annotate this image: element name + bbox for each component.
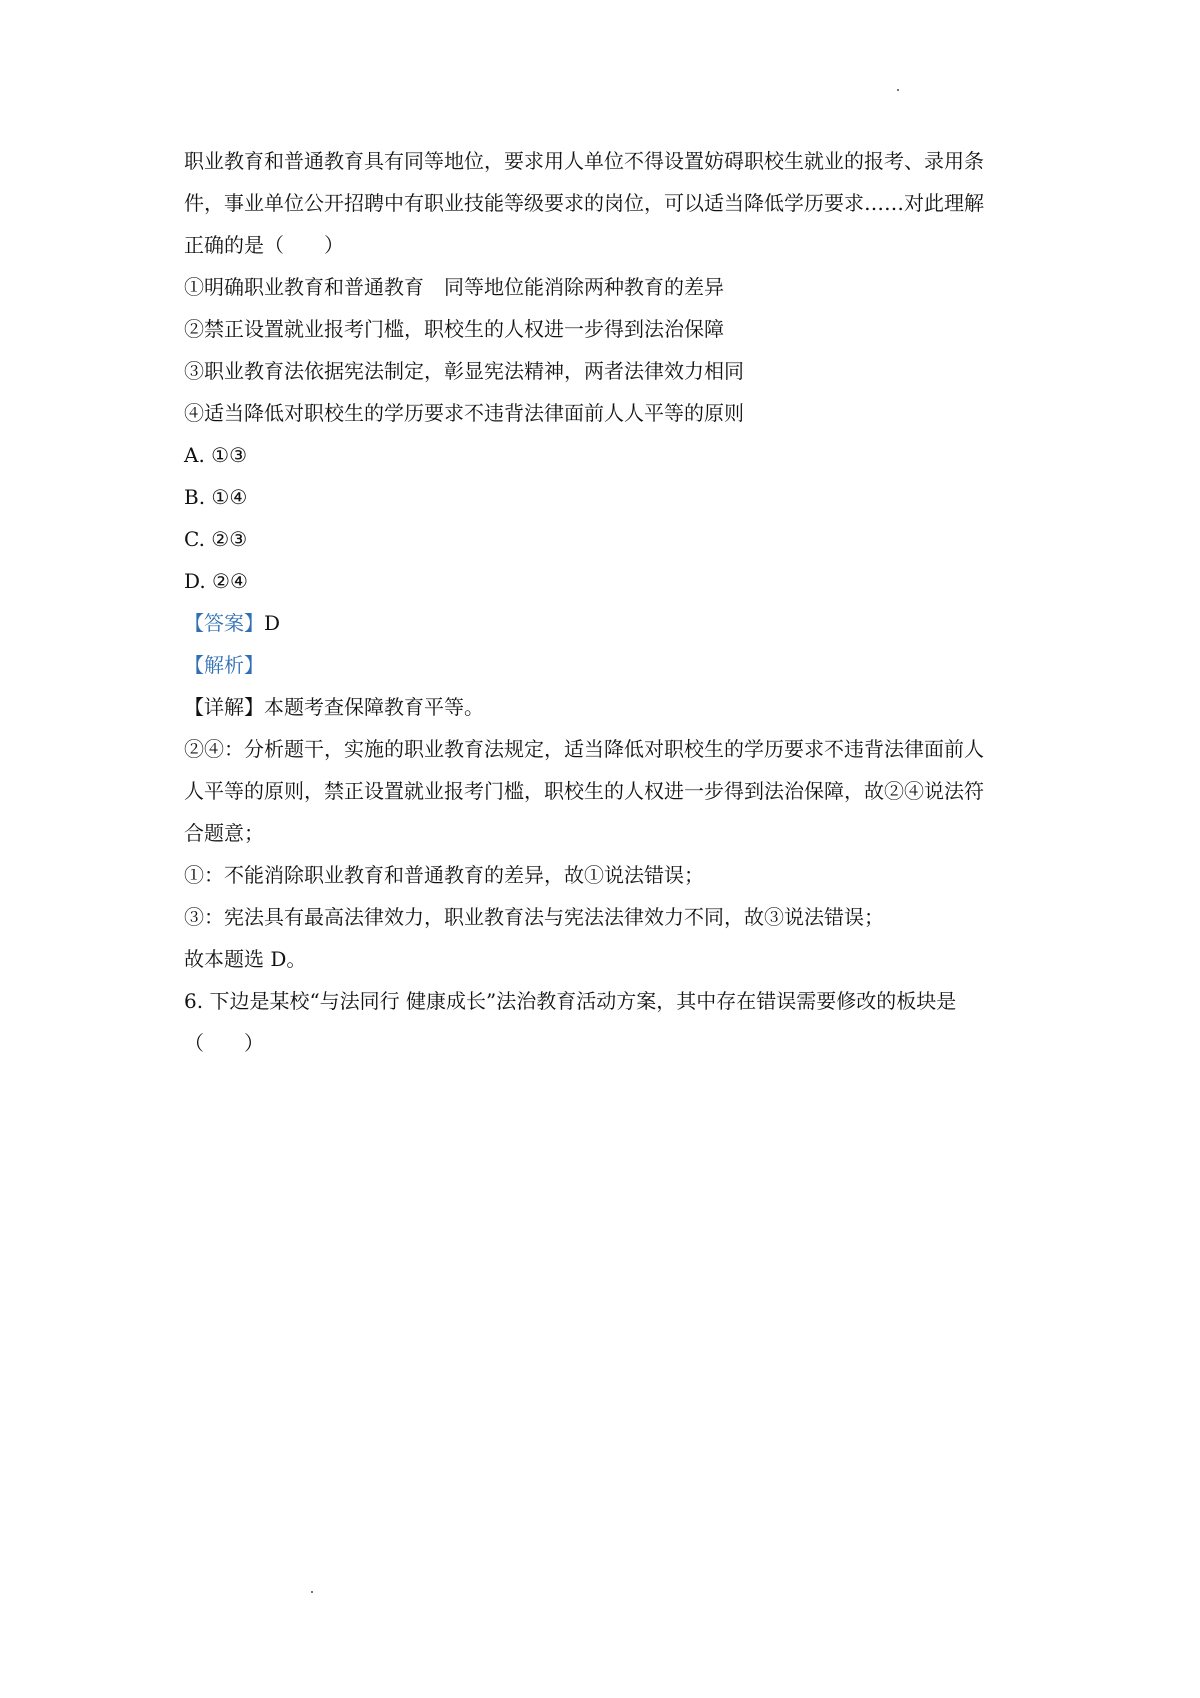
explanation-line-1: ②④：分析题干，实施的职业教育法规定，适当降低对职校生的学历要求不违背法律面前人 bbox=[184, 737, 984, 761]
option-d: D. ②④ bbox=[184, 569, 248, 593]
explanation-line-5: ③：宪法具有最高法律效力，职业教育法与宪法法律效力不同，故③说法错误； bbox=[184, 905, 884, 929]
answer-value: D bbox=[264, 611, 281, 635]
question-stem-line-3: 正确的是（ ） bbox=[184, 233, 344, 257]
option-a: A. ①③ bbox=[184, 443, 248, 467]
question-stem-line-1: 职业教育和普通教育具有同等地位，要求用人单位不得设置妨碍职校生就业的报考、录用条 bbox=[184, 149, 984, 173]
analysis-label: 【解析】 bbox=[184, 653, 264, 677]
explanation-line-3: 合题意； bbox=[184, 821, 264, 845]
statement-4: ④适当降低对职校生的学历要求不违背法律面前人人平等的原则 bbox=[184, 401, 744, 425]
document-content bbox=[184, 140, 1030, 1064]
detail-line bbox=[184, 686, 1030, 728]
statement-3: ③职业教育法依据宪法制定，彰显宪法精神，两者法律效力相同 bbox=[184, 359, 744, 383]
option-b: B. ①④ bbox=[184, 485, 248, 509]
explanation-line-2: 人平等的原则，禁正设置就业报考门槛，职校生的人权进一步得到法治保障，故②④说法符 bbox=[184, 779, 984, 803]
analysis-line bbox=[184, 644, 1030, 686]
explanation-line-4: ①：不能消除职业教育和普通教育的差异，故①说法错误； bbox=[184, 863, 704, 887]
explanation-line-6: 故本题选 D。 bbox=[184, 947, 307, 971]
answer-line bbox=[184, 602, 1030, 644]
option-c: C. ②③ bbox=[184, 527, 248, 551]
statement-2: ②禁正设置就业报考门槛，职校生的人权进一步得到法治保障 bbox=[184, 317, 724, 341]
next-question-line-1: 6. 下边是某校“与法同行 健康成长”法治教育活动方案，其中存在错误需要修改的板块是 bbox=[184, 989, 957, 1013]
detail-text: 本题考查保障教育平等。 bbox=[264, 695, 484, 719]
scan-dot bbox=[897, 89, 899, 91]
scan-dot bbox=[311, 1591, 313, 1593]
statement-1: ①明确职业教育和普通教育 同等地位能消除两种教育的差异 bbox=[184, 275, 724, 299]
next-question-line-2: （ ） bbox=[184, 1031, 264, 1055]
detail-label: 【详解】 bbox=[184, 695, 264, 719]
question-stem-line-2: 件，事业单位公开招聘中有职业技能等级要求的岗位，可以适当降低学历要求……对此理解 bbox=[184, 191, 984, 215]
answer-label: 【答案】 bbox=[184, 611, 264, 635]
